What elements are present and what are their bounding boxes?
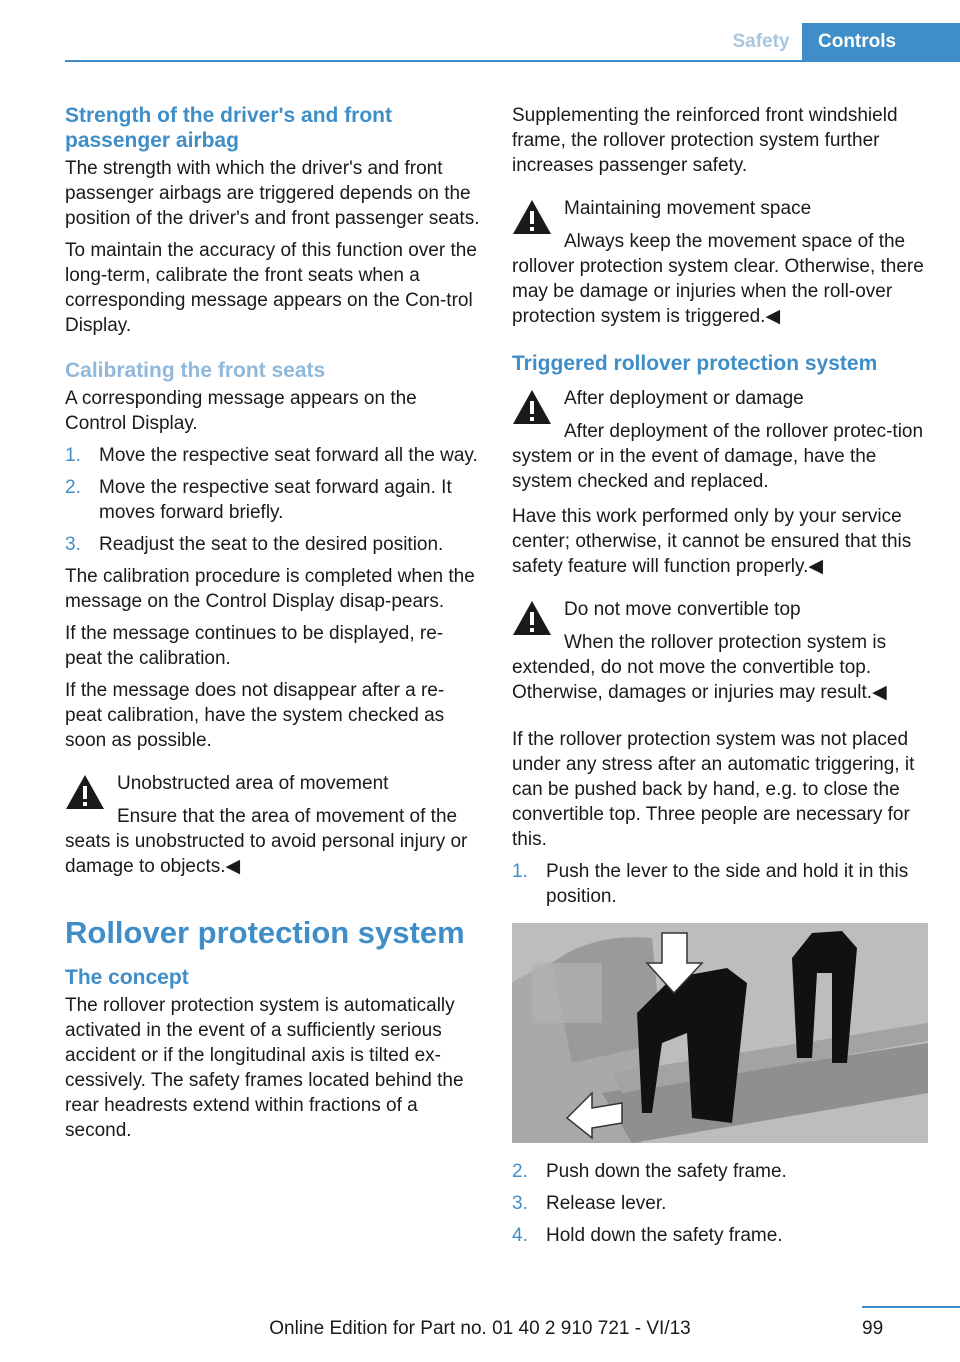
page-number: 99 xyxy=(862,1318,884,1339)
heading-calibrating-seats: Calibrating the front seats xyxy=(65,359,326,382)
warning-icon xyxy=(512,199,552,235)
step-text: Push down the safety frame. xyxy=(546,1161,787,1182)
list-item xyxy=(65,532,480,557)
paragraph: The rollover protection system is automatically activated in the event of a sufficiently serious accident or if the longitudinal axis is tilted ex‐cessively. The safety frames located behind the rear headrests extend within fractions of a second. xyxy=(65,995,464,1141)
heading-airbag-strength: Strength of the driver's and front passenger airbag xyxy=(65,104,393,152)
right-column xyxy=(512,103,930,1255)
step-number: 1. xyxy=(512,861,528,882)
paragraph: If the message continues to be displayed, re‐peat the calibration. xyxy=(65,623,444,669)
left-column xyxy=(65,103,480,1150)
paragraph: A corresponding message appears on the Control Display. xyxy=(65,388,417,434)
header-rule xyxy=(65,60,960,62)
heading-triggered-rollover: Triggered rollover protection system xyxy=(512,352,878,375)
rollover-lever-illustration xyxy=(512,923,928,1143)
page-header xyxy=(65,0,960,62)
list-item xyxy=(512,859,930,909)
tab-controls[interactable]: Controls xyxy=(802,23,960,60)
step-text: Hold down the safety frame. xyxy=(546,1225,783,1246)
step-number: 2. xyxy=(512,1161,528,1182)
list-item xyxy=(512,1191,930,1216)
warning-icon xyxy=(65,774,105,810)
step-text: Push the lever to the side and hold it in this position. xyxy=(546,861,909,907)
warning-title: Do not move convertible top xyxy=(564,599,801,620)
step-number: 3. xyxy=(65,534,81,555)
rollover-illustration-svg xyxy=(512,923,928,1143)
footer-rule xyxy=(862,1306,960,1308)
warning-body: Always keep the movement space of the rollover protection system clear. Otherwise, there may be damage or injuries when the roll‐over protection system is triggered.◀ xyxy=(512,231,924,327)
warning-box xyxy=(512,196,930,329)
warning-body: Ensure that the area of movement of the seats is unobstructed to avoid personal injury or damage to objects.◀ xyxy=(65,806,468,877)
paragraph: If the rollover protection system was not placed under any stress after an automatic triggering, it can be pushed back by hand, e.g. to close the convertible top. Three people are necessary for this. xyxy=(512,729,915,850)
list-item xyxy=(65,475,480,525)
warning-title: Unobstructed area of movement xyxy=(117,773,389,794)
warning-body: When the rollover protection system is extended, do not move the convertible top. Otherwise, damages or injuries may result.◀ xyxy=(512,632,887,703)
warning-box xyxy=(65,771,480,879)
warning-icon xyxy=(512,389,552,425)
step-number: 3. xyxy=(512,1193,528,1214)
heading-rollover-protection: Rollover protection system xyxy=(65,915,465,950)
step-text: Release lever. xyxy=(546,1193,667,1214)
paragraph: Supplementing the reinforced front windshield frame, the rollover protection system further increases passenger safety. xyxy=(512,105,898,176)
warning-box xyxy=(512,386,930,494)
list-item xyxy=(65,443,480,468)
paragraph: To maintain the accuracy of this function over the long-term, calibrate the front seats when a corresponding message appears on the Con‐trol Display. xyxy=(65,240,477,336)
paragraph: The calibration procedure is completed when the message on the Control Display disap‐pears. xyxy=(65,566,475,612)
pushback-steps xyxy=(512,859,930,909)
warning-title: After deployment or damage xyxy=(564,388,804,409)
step-number: 2. xyxy=(65,477,81,498)
step-text: Move the respective seat forward again. It moves forward briefly. xyxy=(99,477,452,523)
warning-body: After deployment of the rollover protec‐tion system or in the event of damage, have the system checked and replaced. xyxy=(512,421,924,492)
paragraph: Have this work performed only by your service center; otherwise, it cannot be ensured that this safety feature will function properly.◀ xyxy=(512,506,912,577)
pushback-steps-continued xyxy=(512,1159,930,1248)
heading-concept: The concept xyxy=(65,966,189,989)
tab-safety[interactable]: Safety xyxy=(732,30,790,52)
paragraph: If the message does not disappear after a re‐peat calibration, have the system checked as soon as possible. xyxy=(65,680,445,751)
warning-box xyxy=(512,597,930,705)
warning-title: Maintaining movement space xyxy=(564,198,812,219)
warning-icon xyxy=(512,600,552,636)
paragraph: The strength with which the driver's and front passenger airbags are triggered depends on the position of the driver's and front passenger seats. xyxy=(65,158,480,229)
footer-edition: Online Edition for Part no. 01 40 2 910 721 - VI/13 xyxy=(269,1318,691,1339)
step-number: 4. xyxy=(512,1225,528,1246)
calibration-steps xyxy=(65,443,480,557)
step-text: Move the respective seat forward all the way. xyxy=(99,445,478,466)
list-item xyxy=(512,1223,930,1248)
step-number: 1. xyxy=(65,445,81,466)
list-item xyxy=(512,1159,930,1184)
step-text: Readjust the seat to the desired position. xyxy=(99,534,444,555)
